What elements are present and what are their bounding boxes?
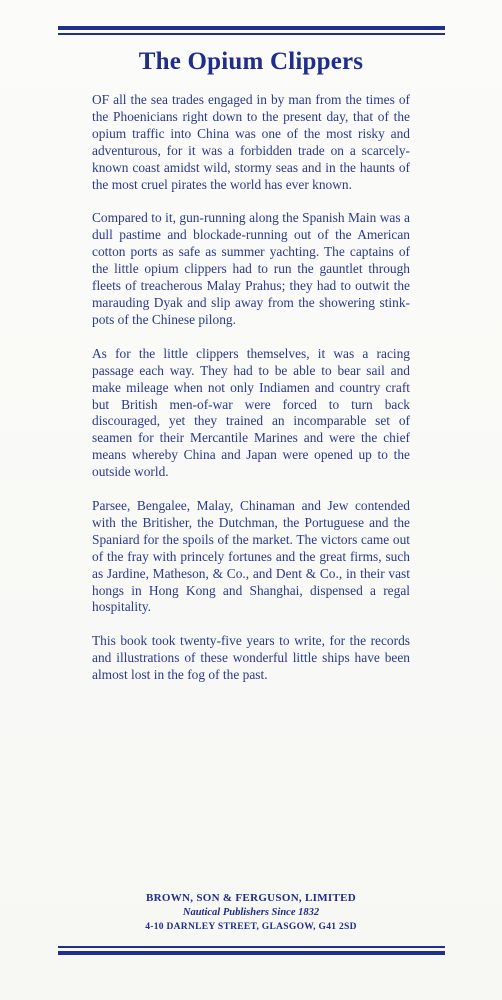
paragraph-4: Parsee, Bengalee, Malay, Chinaman and Jew contended with the Britisher, the Dutchman, the Portuguese and the Spaniard for the spoils of the market. The victors came out of the fray with princely fortunes and the great firms, such as Jardine, Matheson, & Co., and Dent & Co., in their vast hongs in Hong Kong and Shanghai, dispensed a regal hospitality. <box>92 498 410 615</box>
page-title: The Opium Clippers <box>138 48 364 75</box>
publisher-name: BROWN, SON & FERGUSON, LIMITED <box>145 892 357 904</box>
publisher-address: 4-10 DARNLEY STREET, GLASGOW, G41 2SD <box>145 922 357 932</box>
paragraph-2: Compared to it, gun-running along the Spanish Main was a dull pastime and blockade-running out of the American cotton ports as safe as summer yachting. The captains of the little opium clippers had to run the gauntlet through fleets of treacherous Malay Prahus; they had to outwit the marauding Dyak and slip away from the showering stink-pots of the Chinese pilong. <box>92 210 410 327</box>
top-thick-rule <box>58 26 445 30</box>
paragraph-3: As for the little clippers themselves, it was a racing passage each way. They had to be able to bear sail and make mileage when not only Indiamen and country craft but British men-of-war were forced to turn back discouraged, yet they trained an incomparable set of seamen for their Mercantile Marines and were the chief means whereby China and Japan were opened up to the outside world. <box>92 345 410 480</box>
blurb-text <box>92 92 410 701</box>
paragraph-5: This book took twenty-five years to write, for the records and illustrations of these wonderful little ships have been almost lost in the fog of the past. <box>92 633 410 683</box>
paragraph-1: OF all the sea trades engaged in by man from the times of the Phoenicians right down to the present day, that of the opium traffic into China was one of the most risky and adventurous, for it was a forbidden trade on a scarcely-known coast amidst wild, stormy seas and in the haunts of the most cruel pirates the world has ever known. <box>92 92 410 192</box>
bottom-thin-rule <box>58 946 445 948</box>
publisher-tagline: Nautical Publishers Since 1832 <box>182 907 320 918</box>
top-thin-rule <box>58 33 445 35</box>
bottom-thick-rule <box>58 951 445 955</box>
bottom-double-rule <box>58 946 445 955</box>
publisher-imprint <box>0 891 502 934</box>
top-double-rule <box>58 26 445 35</box>
